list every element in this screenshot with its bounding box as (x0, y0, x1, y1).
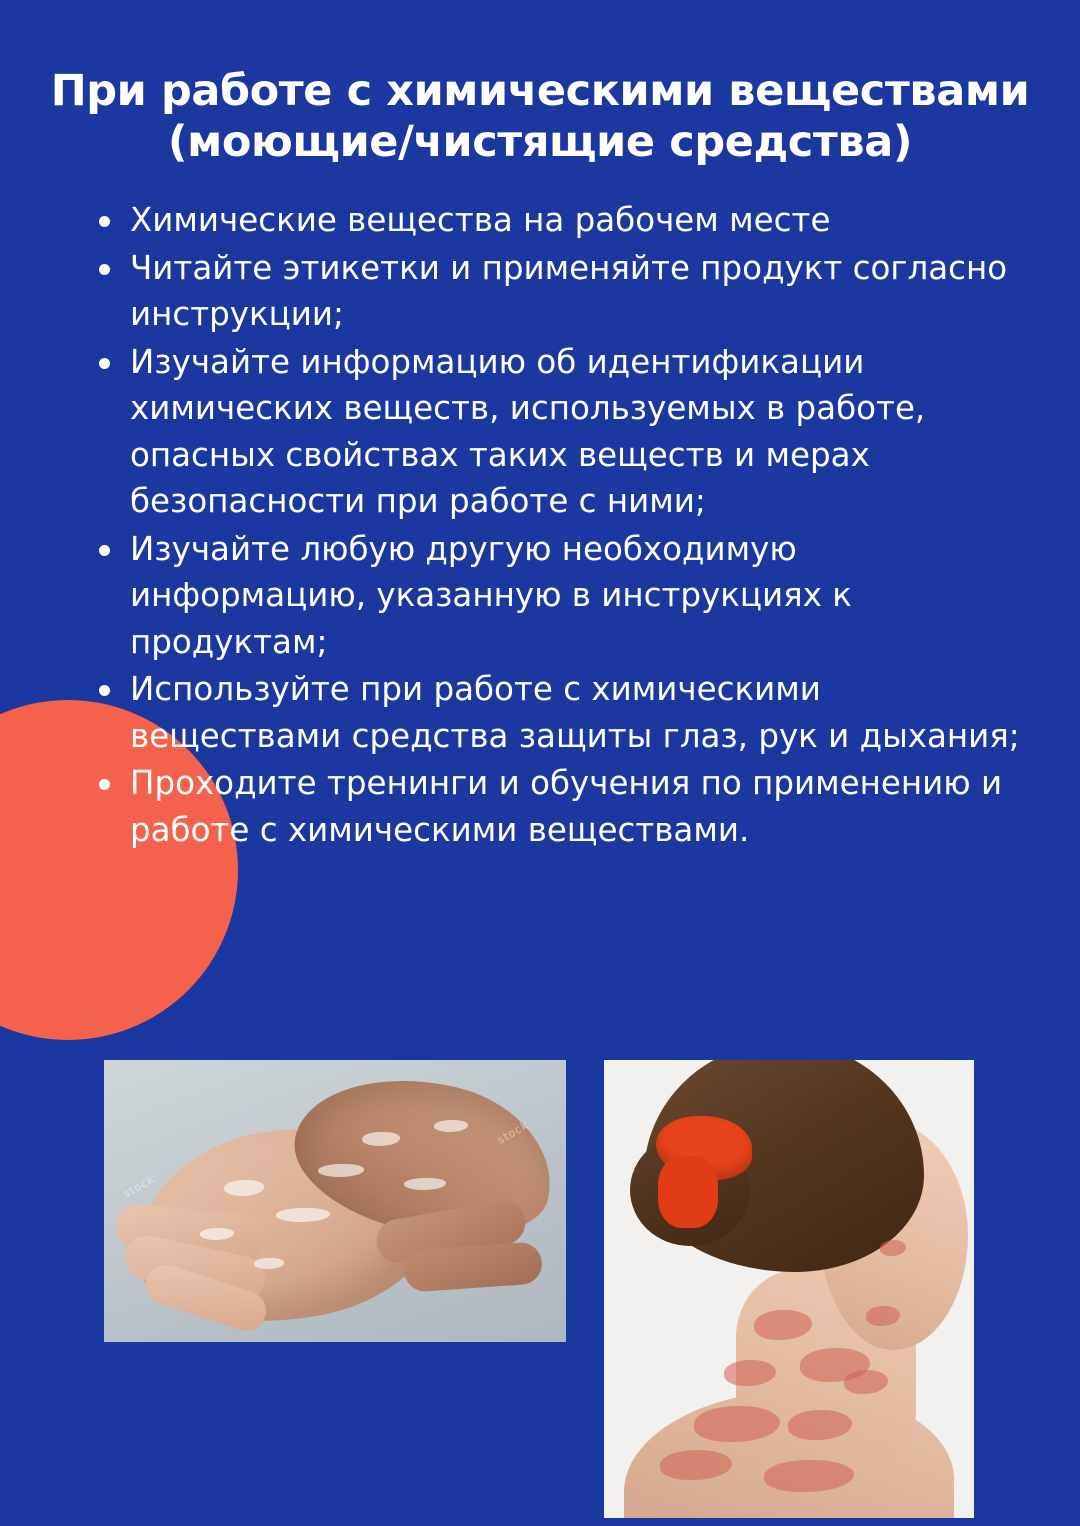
list-item: Изучайте любую другую необходимую информацию, указанную в инструкциях к продуктам; (96, 526, 1034, 665)
photo-row (0, 1055, 1080, 1525)
hands-dermatitis-photo (104, 1060, 566, 1342)
list-item: Используйте при работе с химическими веществами средства защиты глаз, рук и дыхания; (96, 666, 1034, 759)
page-title (0, 0, 1080, 167)
hair-tie-loop (658, 1156, 718, 1228)
page-title-line-2: (моющие/чистящие средства) (167, 116, 913, 167)
page-title-line-1: При работе с химическими веществами (50, 66, 1030, 116)
finger (403, 1241, 544, 1293)
list-item: Химические вещества на рабочем месте (96, 197, 1034, 243)
watermark: stock (495, 1118, 532, 1147)
list-item: Изучайте информацию об идентификации химических веществ, используемых в работе, опасных свойствах таких веществ и мерах безопасности при работе с ними; (96, 339, 1034, 525)
list-item: Читайте этикетки и применяйте продукт согласно инструкции; (96, 245, 1034, 338)
list-item: Проходите тренинги и обучения по применению и работе с химическими веществами. (96, 760, 1034, 853)
watermark: stock (121, 1172, 158, 1201)
safety-bullet-list (0, 197, 1080, 853)
neck-rash-photo (604, 1060, 974, 1518)
